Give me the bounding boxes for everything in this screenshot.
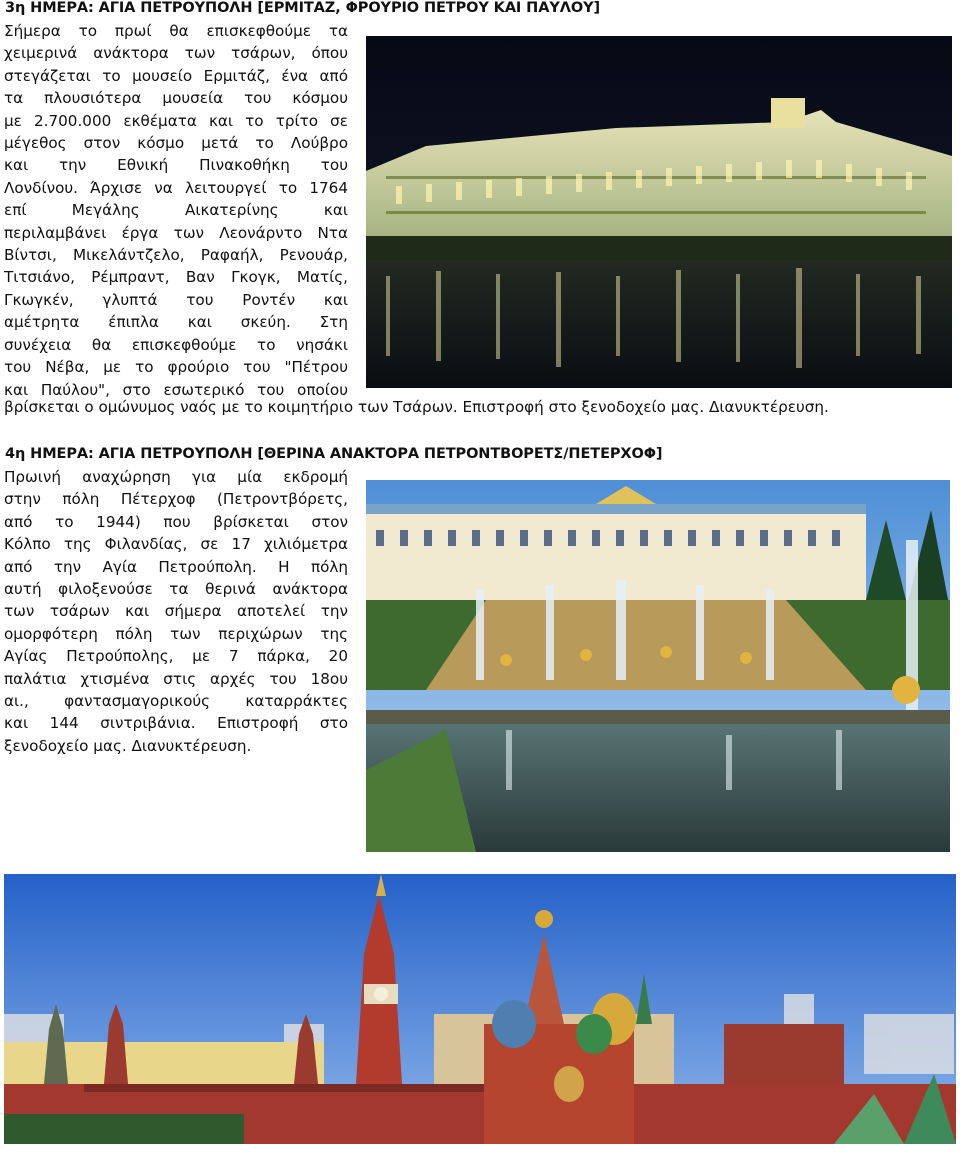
day3-text-line: τα πλουσιότερα μουσεία του κόσμου <box>4 89 348 108</box>
day3-text-line: του Νέβα, με το φρούριο του "Πέτρου <box>4 358 348 377</box>
day3-text-line: αμέτρητα έπιπλα και σκεύη. Στη <box>4 313 348 332</box>
day3-paragraph <box>4 20 348 401</box>
day3-text-line: χειμερινά ανάκτορα των τσάρων, όπου <box>4 44 348 63</box>
day4-title: 4η ΗΜΕΡΑ: ΑΓΙΑ ΠΕΤΡΟΥΠΟΛΗ [ΘΕΡΙΝΑ ΑΝΑΚΤΟΡΑ ΠΕΤΡΟΝΤΒΟΡΕΤΣ/ΠΕΤΕΡΧΟΦ] <box>5 446 663 462</box>
day3-text-line: μέγεθος στον κόσμο μετά το Λούβρο <box>4 134 348 153</box>
day3-text-line: Σήμερα το πρωί θα επισκεφθούμε τα <box>4 22 348 40</box>
day3-full-line: βρίσκεται ο ομώνυμος ναός με το κοιμητήριο των Τσάρων. Επιστροφή στο ξενοδοχείο μας. Διανυκτέρευση. <box>4 398 829 416</box>
day4-text-line: αυτή φιλοξενούσε τα θερινά ανάκτορα <box>4 580 348 599</box>
day4-text-line: και 144 σιντριβάνια. Επιστροφή στο <box>4 714 348 733</box>
winter-palace-photo <box>366 36 952 388</box>
day4-paragraph <box>4 466 348 757</box>
day3-title: 3η ΗΜΕΡΑ: ΑΓΙΑ ΠΕΤΡΟΥΠΟΛΗ [ΕΡΜΙΤΑΖ, ΦΡΟΥΡΙΟ ΠΕΤΡΟΥ ΚΑΙ ΠΑΥΛΟΥ] <box>5 0 601 16</box>
day4-text-line: αι., φαντασμαγορικούς καταρράκτες <box>4 692 348 711</box>
day3-text-line: στεγάζεται το μουσείο Ερμιτάζ, ένα από <box>4 66 348 85</box>
day3-text-line: Τιτσιάνο, Ρέμπραντ, Βαν Γκογκ, Ματίς, <box>4 268 348 287</box>
day4-text-line: ομορφότερη πόλη των περιχώρων της <box>4 624 348 643</box>
day3-text-line: Γκωγκέν, γλυπτά του Ροντέν και <box>4 290 348 309</box>
day3-text-line: συνέχεια θα επισκεφθούμε το νησάκι <box>4 335 348 354</box>
day4-text-line: των τσάρων και σήμερα αποτελεί την <box>4 602 348 621</box>
moscow-kremlin-photo <box>4 874 956 1144</box>
day4-text-line: από την Αγία Πετρούπολη. Η πόλη <box>4 557 348 576</box>
day4-text-line: Πρωινή αναχώρηση για μία εκδρομή <box>4 468 348 486</box>
day3-text-line: και την Εθνική Πινακοθήκη του <box>4 156 348 175</box>
day4-text-line: στην πόλη Πέτερχοφ (Πετροντβόρετς, <box>4 490 348 509</box>
day3-text-line: Βίντσι, Μικελάντζελο, Ραφαήλ, Ρενουάρ, <box>4 246 348 265</box>
day3-text-line: με 2.700.000 εκθέματα και το τρίτο σε <box>4 111 348 130</box>
day3-text-line: και Παύλου", στο εσωτερικό του οποίου <box>4 380 348 399</box>
day3-text-line: περιλαμβάνει έργα των Λεονάρντο Ντα <box>4 223 348 242</box>
day4-text-line: από το 1944) που βρίσκεται στον <box>4 512 348 531</box>
day4-text-line: ξενοδοχείο μας. Διανυκτέρευση. <box>4 736 252 755</box>
day4-text-line: Κόλπο της Φιλανδίας, σε 17 χιλιόμετρα <box>4 535 348 554</box>
day3-text-line: Λονδίνου. Άρχισε να λειτουργεί το 1764 <box>4 178 348 197</box>
day4-text-line: Αγίας Πετρούπολης, με 7 πάρκα, 20 <box>4 647 348 666</box>
peterhof-photo <box>366 480 950 852</box>
day3-text-line: επί Μεγάλης Αικατερίνης και <box>4 201 348 220</box>
day4-text-line: παλάτια χτισμένα στις αρχές του 18ου <box>4 669 348 688</box>
